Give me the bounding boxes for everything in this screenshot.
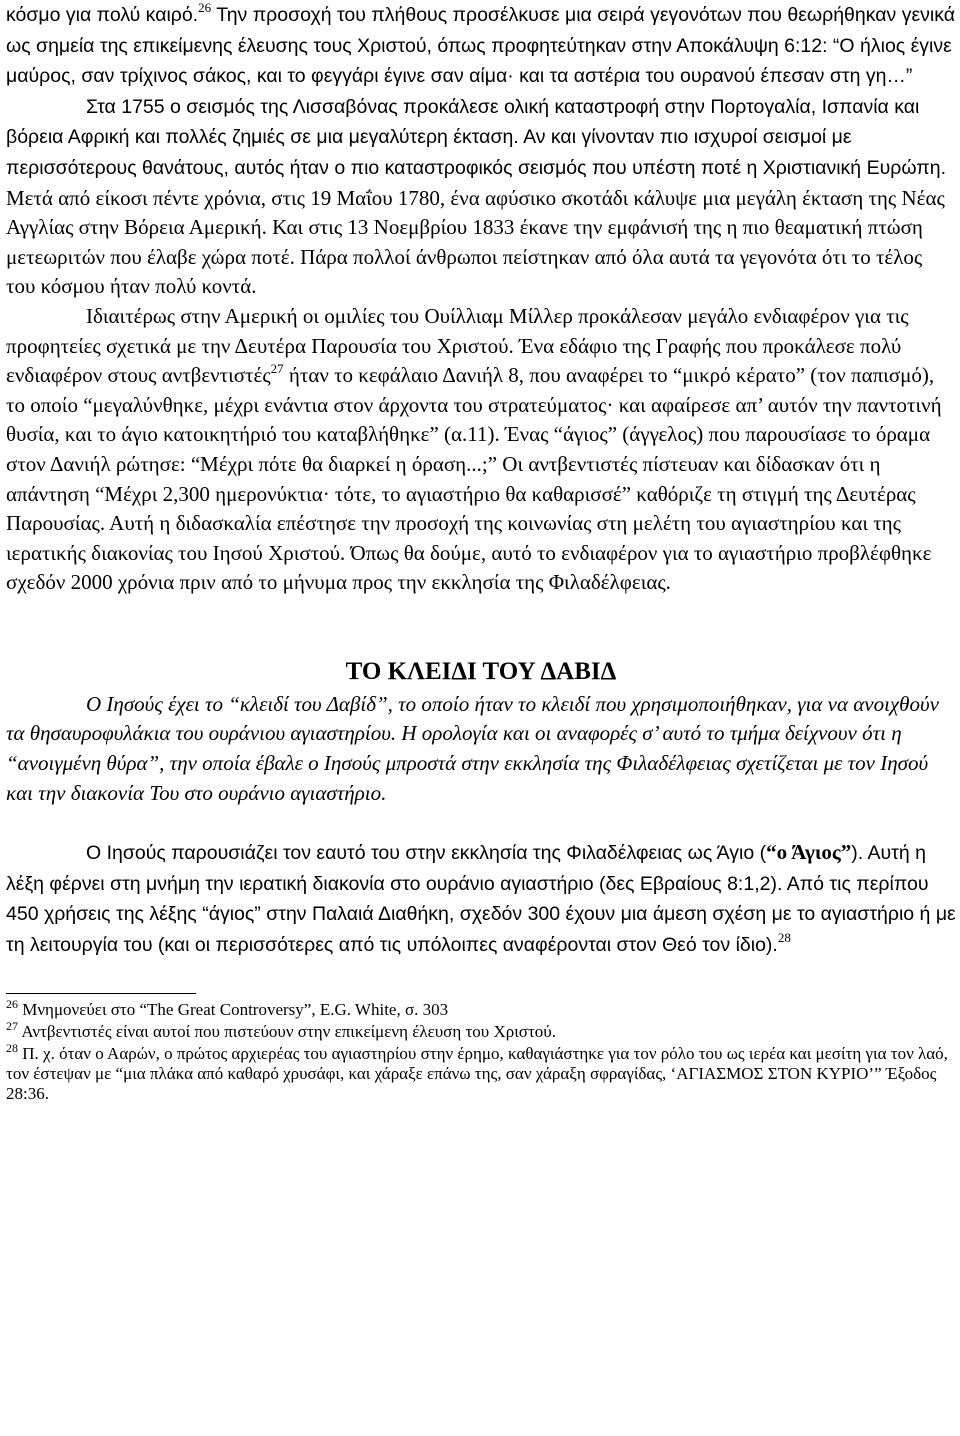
footnote-reference: 27 <box>270 361 284 377</box>
bold-text: “ο Άγιος” <box>766 840 852 865</box>
section-spacer <box>6 598 956 656</box>
section-intro: Ο Ιησούς έχει το “κλειδί του Δαβίδ”, το οποίο ήταν το κλειδί που χρησιμοποιήθηκαν, για να ανοιχθούν τα θησαυροφυλάκια του ουράνιου αγιαστηρίου. Η ορολογία και οι αναφορές σ’ αυτό το τμήμα δείχνουν ότι η “ανοιγμένη θύρα”, την οποία έβαλε ο Ιησούς μπροστά στην εκκλησία της Φιλαδέλφειας σχετίζεται με τον Ιησού και την διακονία Του στο ουράνιο αγιαστήριο. <box>6 691 939 805</box>
footnote-spacer <box>6 961 956 993</box>
footnote-reference: 26 <box>198 0 212 15</box>
section-heading: ΤΟ ΚΛΕΙΔΙ ΤΟΥ ΔΑΒΙΔ <box>345 657 617 685</box>
footnote-text: Αντβεντιστές είναι αυτοί που πιστεύουν στην επικείμενη έλευση του Χριστού. <box>21 1021 556 1041</box>
document-page <box>6 0 956 1107</box>
footnote-number: 26 <box>6 996 18 1011</box>
text-run: Μετά από είκοσι πέντε χρόνια, στις 19 Μαΐου 1780, ένα αφύσικο σκοτάδι κάλυψε μια μεγάλη έκταση της Νέας Αγγλίας στην Βόρεια Αμερική. Και στις 13 Νοεμβρίου 1833 έκανε την εμφάνισή της η πιο θεαματική πτώση μετεωριτών που έλαβε χώρα ποτέ. Πάρα πολλοί άνθρωποι πείστηκαν από όλα αυτά τα γεγονότα ότι το τέλος του κόσμου ήταν πολύ κοντά. <box>6 185 945 299</box>
paragraph <box>6 838 956 960</box>
paragraph <box>6 302 956 598</box>
text-run: Την προσοχή του πλήθους προσέλκυσε μια σειρά γεγονότων που θεωρήθηκαν γενικά ως σημεία της επικείμενης έλευσης τους Χριστού, όπως προφητεύτηκαν στην Αποκάλυψη 6:12: “Ο ήλιος έγινε μαύρος, σαν τρίχινος σάκος, και το φεγγάρι έγινε σαν αίμα· και τα αστέρια του ουρανού έπεσαν στη γη…” <box>6 4 956 88</box>
body-text <box>6 0 956 598</box>
text-run: ήταν το κεφάλαιο Δανιήλ 8, που αναφέρει το “μικρό κέρατο” (τον παπισμό), το οποίο “μεγαλύνθηκε, μέχρι ενάντια στον άρχοντα του στρατεύματος· και αφαίρεσε απ’ αυτόν την παντοτινή θυσία, και το άγιο κατοικητήριό του καταβλήθηκε” (α.11). Ένας “άγιος” (άγγελος) που παρουσίασε το όραμα στον Δανιήλ ρώτησε: “Μέχρι πότε θα διαρκεί η όραση...;” Οι αντβεντιστές πίστευαν και δίδασκαν ότι η απάντηση “Μέχρι 2,300 ημερονύκτια· τότε, το αγιαστήριο θα καθαρισσέ” καθόριζε τη στιγμή της Δευτέρας Παρουσίας. Αυτή η διδασκαλία επέστησε την προσοχή της κοινωνίας στη μελέτη του αγιαστηρίου και της ιερατικής διακονίας του Ιησού Χριστού. Όπως θα δούμε, αυτό το ενδιαφέρον για το αγιαστήριο προβλέφθηκε σχεδόν 2000 χρόνια πριν από το μήνυμα προς την εκκλησία της Φιλαδέλφειας. <box>6 363 942 595</box>
text-run: ). Αυτή η λέξη φέρνει στη μνήμη την ιερατική διακονία στο ουράνιο αγιαστήριο (δες Εβραίους 8:1,2). Από τις περίπου 450 χρήσεις της λέξης “άγιος” στην Παλαιά Διαθήκη, σχεδόν 300 έχουν μια άμεση σχέση με το αγιαστήριο ή με τη λειτουργία του (και οι περισσότερες από τις υπόλοιπες αναφέρονται στον Θεό τον ίδιο). <box>6 842 956 957</box>
footnotes <box>6 996 956 1105</box>
footnote-reference: 28 <box>777 930 791 946</box>
footnote-divider <box>6 993 196 994</box>
section-body <box>6 838 956 960</box>
text-run: Στα 1755 ο σεισμός της Λισσαβόνας προκάλεσε ολική καταστροφή στην Πορτογαλία, Ισπανία και βόρεια Αφρική και πολλές ζημιές σε μια μεγαλύτερη έκταση. Αν και γίνονταν πιο ισχυροί σεισμοί με περισσότερους θανάτους, αυτός ήταν ο πιο καταστροφικός σεισμός που υπέστη ποτέ η Χριστιανική Ευρώπη. <box>6 95 946 179</box>
footnote-text: Μνημονεύει στο “The Great Controversy”, E.G. White, σ. 303 <box>22 999 449 1019</box>
footnote <box>6 1018 956 1042</box>
footnote-number: 27 <box>6 1018 18 1033</box>
paragraph <box>6 92 956 302</box>
text-run: Ιδιαιτέρως στην Αμερική οι ομιλίες του Ουίλλιαμ Μίλλερ προκάλεσαν μεγάλο ενδιαφέρον για τις προφητείες σχετικά με την Δευτέρα Παρουσία του Χριστού. Ένα εδάφιο της Γραφής που προκάλεσε πολύ ενδιαφέρον στους αντβεντιστές <box>6 303 909 388</box>
text-run: Ο Ιησούς παρουσιάζει τον εαυτό του στην εκκλησία της Φιλαδέλφειας ως Άγιο ( <box>86 842 767 865</box>
footnote-text: Π. χ. όταν ο Ααρών, ο πρώτος αρχιερέας του αγιαστηρίου στην έρημο, καθαγιάστηκε για τον ρόλο του ως ιερέα και μεσίτη για τον λαό, τον έστεψαν με “μια πλάκα από καθαρό χρυσάφι, και χάραξε επάνω της, σαν χάραξη σφραγίδας, ‘ΑΓΙΑΣΜΟΣ ΣΤΟΝ ΚΥΡΙΟ’” Έξοδος 28:36. <box>6 1044 948 1104</box>
footnote <box>6 1041 956 1105</box>
footnote <box>6 996 956 1020</box>
footnote-number: 28 <box>6 1041 18 1056</box>
paragraph <box>6 0 956 92</box>
text-run: κόσμο για πολύ καιρό. <box>6 4 199 26</box>
paragraph-spacer <box>6 808 956 838</box>
